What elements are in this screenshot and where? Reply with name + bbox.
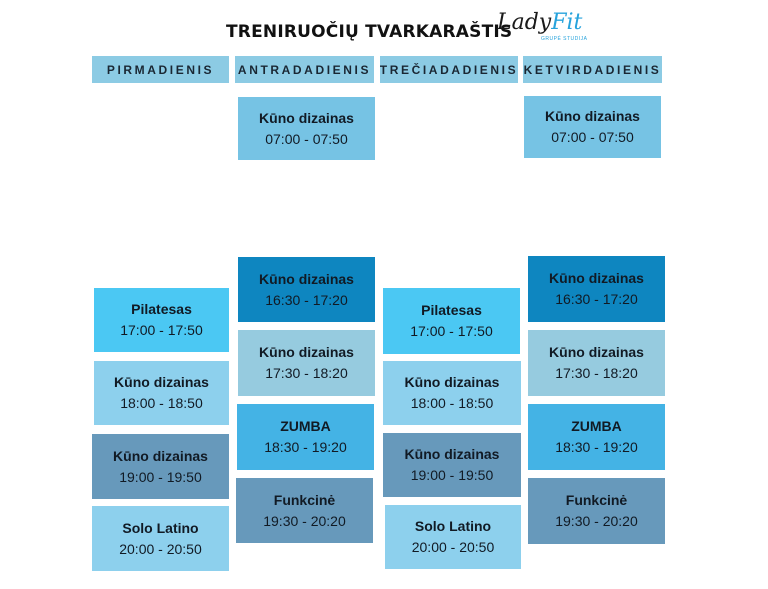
- class-card-thursday-2[interactable]: [528, 256, 665, 322]
- class-card-wednesday-1[interactable]: [383, 288, 520, 354]
- class-name: Pilatesas: [421, 302, 482, 318]
- class-time: 19:00 - 19:50: [410, 467, 494, 483]
- class-name: Funkcinė: [273, 491, 336, 508]
- class-name: Kūno dizainas: [259, 270, 354, 287]
- class-name: Kūno dizainas: [113, 447, 208, 464]
- class-name: Kūno dizainas: [404, 446, 500, 462]
- ladyfit-logo: [497, 8, 588, 46]
- page-title: TRENIRUOČIŲ TVARKARAŠTIS: [226, 22, 513, 42]
- class-time: 20:00 - 20:50: [411, 539, 495, 555]
- day-header-wednesday: TREČIADADIENIS: [380, 56, 518, 83]
- class-name: Kūno dizainas: [549, 270, 644, 286]
- class-time: 17:00 - 17:50: [120, 322, 203, 338]
- logo-text-lady: Lady: [497, 10, 552, 35]
- class-time: 20:00 - 20:50: [119, 540, 202, 557]
- logo-text-fit: Fit: [551, 10, 583, 35]
- day-header-monday: PIRMADIENIS: [92, 56, 229, 83]
- class-card-tuesday-5[interactable]: [236, 478, 373, 543]
- class-time: 07:00 - 07:50: [551, 129, 634, 145]
- class-name: Kūno dizainas: [114, 374, 209, 390]
- day-header-thursday: KETVIRDADIENIS: [523, 56, 662, 83]
- class-card-wednesday-2[interactable]: [383, 361, 521, 425]
- class-name: ZUMBA: [280, 418, 331, 434]
- class-time: 19:00 - 19:50: [119, 468, 202, 485]
- class-name: Kūno dizainas: [259, 109, 354, 126]
- class-time: 17:30 - 18:20: [265, 365, 348, 381]
- class-card-tuesday-2[interactable]: [238, 257, 375, 322]
- class-card-thursday-3[interactable]: [528, 330, 665, 396]
- class-time: 07:00 - 07:50: [265, 130, 348, 147]
- class-time: 18:30 - 19:20: [264, 439, 347, 455]
- class-name: ZUMBA: [571, 418, 622, 434]
- class-time: 16:30 - 17:20: [265, 291, 348, 308]
- class-name: Kūno dizainas: [259, 344, 354, 360]
- class-name: Solo Latino: [122, 519, 199, 536]
- class-card-thursday-1[interactable]: [524, 96, 661, 158]
- class-name: Kūno dizainas: [404, 374, 500, 390]
- class-name: Pilatesas: [131, 301, 192, 317]
- class-card-tuesday-3[interactable]: [238, 330, 375, 396]
- class-time: 18:30 - 19:20: [555, 439, 638, 455]
- class-card-monday-3[interactable]: [92, 434, 229, 499]
- class-name: Funkcinė: [565, 492, 628, 508]
- class-time: 18:00 - 18:50: [120, 395, 203, 411]
- class-card-tuesday-4[interactable]: [237, 404, 374, 470]
- class-card-thursday-5[interactable]: [528, 478, 665, 544]
- class-time: 18:00 - 18:50: [410, 395, 494, 411]
- class-card-monday-2[interactable]: [94, 361, 229, 425]
- class-name: Solo Latino: [414, 518, 492, 534]
- class-card-thursday-4[interactable]: [528, 404, 665, 470]
- class-card-monday-4[interactable]: [92, 506, 229, 571]
- class-time: 19:30 - 20:20: [555, 513, 638, 529]
- class-card-wednesday-3[interactable]: [383, 433, 521, 497]
- day-header-tuesday: ANTRADADIENIS: [235, 56, 374, 83]
- class-time: 16:30 - 17:20: [555, 291, 638, 307]
- class-time: 17:00 - 17:50: [410, 323, 493, 339]
- class-card-wednesday-4[interactable]: [385, 505, 521, 569]
- class-card-monday-1[interactable]: [94, 288, 229, 352]
- logo-tagline: GRUPĖ STUDIJA: [541, 36, 588, 42]
- class-time: 17:30 - 18:20: [555, 365, 638, 381]
- class-name: Kūno dizainas: [549, 344, 644, 360]
- class-card-tuesday-1[interactable]: [238, 97, 375, 160]
- class-name: Kūno dizainas: [545, 108, 640, 124]
- class-time: 19:30 - 20:20: [263, 512, 346, 529]
